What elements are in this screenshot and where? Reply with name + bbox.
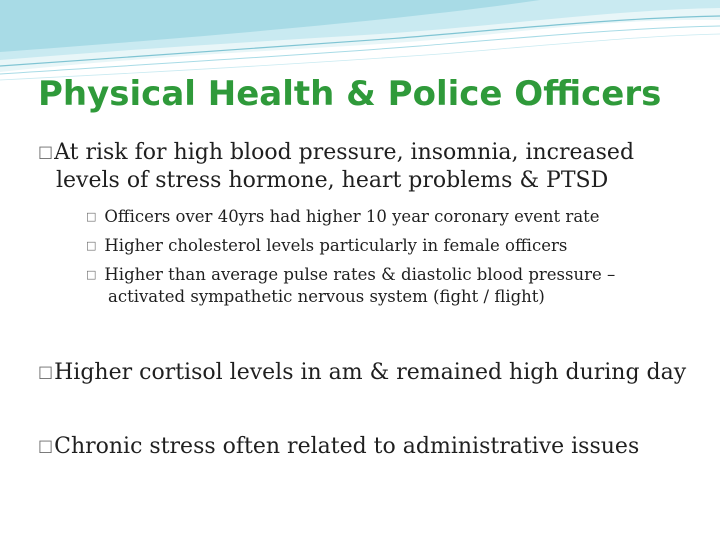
- bullet-text: Higher cortisol levels in am & remained high during day: [54, 360, 687, 385]
- sub-bullet-3: [86, 264, 706, 308]
- bullet-point-1: [38, 138, 708, 195]
- bullet-text-line2: levels of stress hormone, heart problems & PTSD: [56, 168, 609, 193]
- slide-title: Physical Health & Police Officers: [38, 74, 662, 114]
- bullet-icon: □: [38, 362, 54, 381]
- sub-bullet-2: [86, 235, 706, 257]
- bullet-icon: □: [86, 239, 97, 252]
- bullet-text: Chronic stress often related to administrative issues: [54, 434, 640, 459]
- bullet-icon: □: [86, 210, 97, 223]
- bullet-icon: □: [38, 436, 54, 455]
- bullet-point-3: [38, 432, 708, 461]
- bullet-icon: □: [86, 268, 97, 281]
- bullet-point-2: [38, 358, 708, 387]
- sub-bullet-text-line1: Higher than average pulse rates & diastolic blood pressure –: [104, 265, 616, 284]
- sub-bullet-1: [86, 206, 706, 228]
- bullet-icon: □: [38, 142, 54, 161]
- sub-bullet-text-line2: activated sympathetic nervous system (fight / flight): [108, 287, 545, 306]
- sub-bullet-text: Officers over 40yrs had higher 10 year coronary event rate: [104, 207, 600, 226]
- sub-bullet-text: Higher cholesterol levels particularly in female officers: [104, 236, 568, 255]
- bullet-text-line1: At risk for high blood pressure, insomnia, increased: [54, 140, 635, 165]
